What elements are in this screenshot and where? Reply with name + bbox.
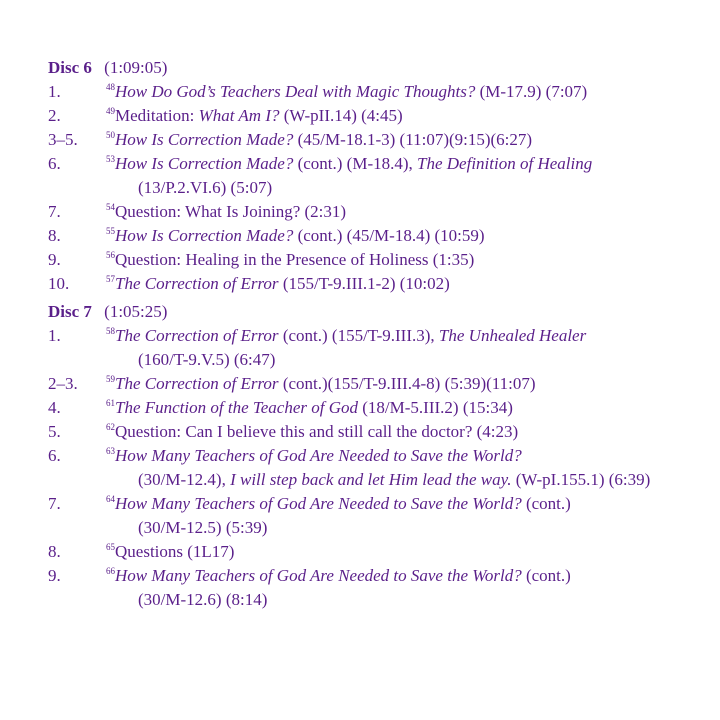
- track-number: 2–3.: [48, 374, 78, 393]
- track-row: [48, 224, 720, 248]
- track-body: [106, 444, 720, 468]
- track-text: (cont.) (M-18.4),: [293, 154, 418, 173]
- track-row: [48, 396, 720, 420]
- track-text: (M-17.9) (7:07): [475, 82, 588, 101]
- track-title-italic: The Correction of Error: [115, 274, 279, 293]
- disc-duration: (1:05:25): [104, 302, 168, 321]
- track-body: [106, 80, 720, 104]
- disc-title: Disc 6: [48, 58, 92, 77]
- footnote-marker: 50: [106, 130, 115, 140]
- track-row: [48, 564, 720, 588]
- footnote-marker: 63: [106, 446, 115, 456]
- track-row: [48, 372, 720, 396]
- track-text: Question: Healing in the Presence of Holiness (1:35): [115, 250, 475, 269]
- track-list: [48, 324, 720, 612]
- track-body: [106, 128, 720, 152]
- footnote-marker: 54: [106, 202, 115, 212]
- track-body: [106, 372, 720, 396]
- track-number: 8.: [48, 226, 61, 245]
- track-text: (cont.)(155/T-9.III.4-8) (5:39)(11:07): [278, 374, 536, 393]
- track-title-italic: How Many Teachers of God Are Needed to Save the World?: [115, 494, 522, 513]
- track-row: [48, 152, 720, 176]
- track-body: [106, 224, 720, 248]
- footnote-marker: 65: [106, 542, 115, 552]
- track-text: Meditation:: [115, 106, 199, 125]
- track-number: 3–5.: [48, 130, 78, 149]
- track-row: [48, 492, 720, 516]
- track-text: (30/M-12.4),: [138, 470, 231, 489]
- track-title-italic: How Many Teachers of God Are Needed to Save the World?: [115, 446, 522, 465]
- footnote-marker: 58: [106, 326, 115, 336]
- footnote-marker: 49: [106, 106, 115, 116]
- track-list: [48, 80, 720, 296]
- track-title-italic: The Correction of Error: [115, 374, 279, 393]
- track-body: [106, 152, 720, 176]
- track-number: 9.: [48, 566, 61, 585]
- track-number: 1.: [48, 82, 61, 101]
- track-title-italic: How Is Correction Made?: [115, 226, 294, 245]
- track-continuation: [48, 348, 720, 372]
- track-text: (45/M-18.1-3) (11:07)(9:15)(6:27): [293, 130, 533, 149]
- track-row: [48, 128, 720, 152]
- disc-title: Disc 7: [48, 302, 92, 321]
- disc-duration: (1:09:05): [104, 58, 168, 77]
- disc-6-section: [48, 56, 720, 296]
- track-title-italic: What Am I?: [198, 106, 280, 125]
- footnote-marker: 48: [106, 82, 115, 92]
- footnote-marker: 66: [106, 566, 115, 576]
- track-body: [106, 200, 720, 224]
- footnote-marker: 53: [106, 154, 115, 164]
- track-body: [106, 324, 720, 348]
- track-text: (cont.) (45/M-18.4) (10:59): [293, 226, 485, 245]
- track-row: [48, 272, 720, 296]
- track-continuation: [48, 516, 720, 540]
- track-number: 10.: [48, 274, 70, 293]
- track-row: [48, 248, 720, 272]
- track-number: 1.: [48, 326, 61, 345]
- track-row: [48, 444, 720, 468]
- track-text: (cont.): [521, 494, 571, 513]
- track-row: [48, 420, 720, 444]
- track-body: [106, 420, 720, 444]
- track-title-italic: The Unhealed Healer: [438, 326, 587, 345]
- track-number: 7.: [48, 202, 61, 221]
- track-text: (30/M-12.6) (8:14): [138, 590, 268, 609]
- track-text: (W-pII.14) (4:45): [279, 106, 403, 125]
- track-body: [106, 492, 720, 516]
- footnote-marker: 61: [106, 398, 115, 408]
- track-body: [106, 396, 720, 420]
- track-text: (160/T-9.V.5) (6:47): [138, 350, 276, 369]
- track-number: 6.: [48, 446, 61, 465]
- track-text: Question: What Is Joining? (2:31): [115, 202, 347, 221]
- disc-header: [48, 300, 720, 324]
- footnote-marker: 64: [106, 494, 115, 504]
- track-title-italic: How Many Teachers of God Are Needed to Save the World?: [115, 566, 522, 585]
- track-row: [48, 324, 720, 348]
- track-continuation: [48, 176, 720, 200]
- track-continuation: [48, 588, 720, 612]
- track-number: 8.: [48, 542, 61, 561]
- footnote-marker: 55: [106, 226, 115, 236]
- track-number: 4.: [48, 398, 61, 417]
- footnote-marker: 59: [106, 374, 115, 384]
- track-number: 5.: [48, 422, 61, 441]
- track-text: Question: Can I believe this and still call the doctor? (4:23): [115, 422, 519, 441]
- track-row: [48, 200, 720, 224]
- track-title-italic: The Correction of Error: [115, 326, 279, 345]
- track-number: 9.: [48, 250, 61, 269]
- track-row: [48, 104, 720, 128]
- track-row: [48, 80, 720, 104]
- track-row: [48, 540, 720, 564]
- track-title-italic: How Is Correction Made?: [115, 130, 294, 149]
- track-title-italic: How Do God’s Teachers Deal with Magic Thoughts?: [115, 82, 476, 101]
- disc-7-section: [48, 300, 720, 612]
- track-text: Questions (1L17): [115, 542, 235, 561]
- footnote-marker: 56: [106, 250, 115, 260]
- track-title-italic: How Is Correction Made?: [115, 154, 294, 173]
- track-text: (18/M-5.III.2) (15:34): [358, 398, 513, 417]
- track-text: (30/M-12.5) (5:39): [138, 518, 268, 537]
- track-number: 6.: [48, 154, 61, 173]
- track-body: [106, 104, 720, 128]
- track-body: [106, 248, 720, 272]
- track-text: (13/P.2.VI.6) (5:07): [138, 178, 273, 197]
- track-number: 7.: [48, 494, 61, 513]
- track-body: [106, 564, 720, 588]
- disc-header: [48, 56, 720, 80]
- track-title-italic: I will step back and let Him lead the way.: [230, 470, 512, 489]
- footnote-marker: 62: [106, 422, 115, 432]
- track-text: (155/T-9.III.1-2) (10:02): [278, 274, 450, 293]
- track-text: (cont.): [521, 566, 571, 585]
- track-body: [106, 272, 720, 296]
- track-text: (W-pI.155.1) (6:39): [511, 470, 651, 489]
- footnote-marker: 57: [106, 274, 115, 284]
- track-title-italic: The Function of the Teacher of God: [115, 398, 359, 417]
- track-number: 2.: [48, 106, 61, 125]
- track-title-italic: The Definition of Healing: [417, 154, 593, 173]
- track-continuation: [48, 468, 720, 492]
- track-body: [106, 540, 720, 564]
- track-text: (cont.) (155/T-9.III.3),: [278, 326, 439, 345]
